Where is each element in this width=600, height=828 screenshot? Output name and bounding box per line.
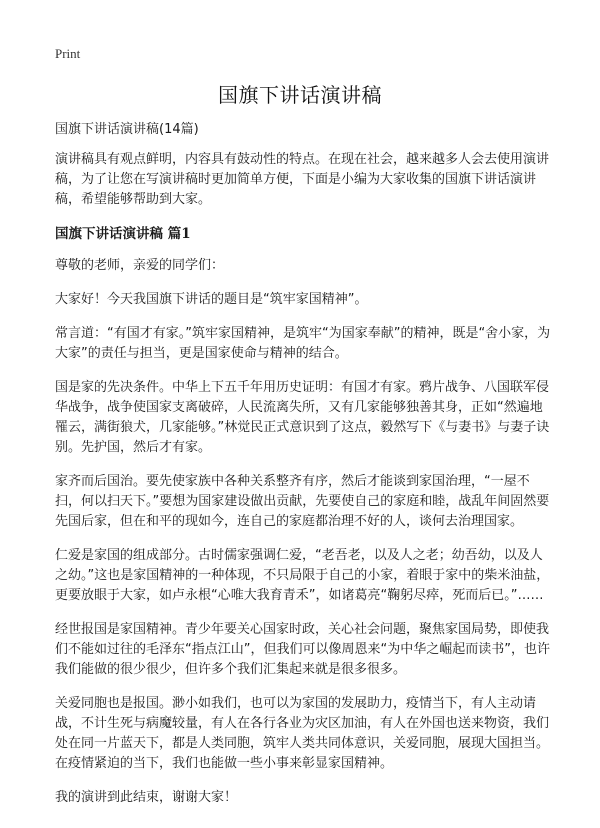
paragraph-3: 家齐而后国治。要先使家族中各种关系整齐有序，然后才能谈到家国治理，“一屋不扫，何以扫天下。”要想为国家建设做出贡献，先要使自己的家庭和睦，战乱年间固然要先国后家，但在和平的现如今，连自己的家庭都治理不好的人，谈何去治理国家。 [55, 474, 550, 529]
paragraph-4: 仁爱是家国的组成部分。古时儒家强调仁爱，“老吾老，以及人之老；幼吾幼，以及人之幼。”这也是家国精神的一种体现，不只局限于自己的小家，着眼于家中的柴米油盐，更要放眼于大家，如卢永根“心唯大我育青禾”，如诸葛亮“鞠躬尽瘁，死而后已。”…… [55, 548, 550, 603]
paragraph-closing: 我的演讲到此结束，谢谢大家！ [55, 790, 238, 805]
document-body [55, 120, 555, 822]
paragraph-opening: 大家好！今天我国旗下讲话的题目是“筑牢家国精神”。 [55, 292, 368, 307]
section-heading: 国旗下讲话演讲稿 篇1 [55, 226, 191, 242]
document-subtitle: 国旗下讲话演讲稿(14篇) [55, 122, 199, 137]
page-title: 国旗下讲话演讲稿 [218, 83, 382, 107]
paragraph-6: 关爱同胞也是报国。渺小如我们，也可以为家国的发展助力，疫情当下，有人主动请战，不计生死与病魔较量，有人在各行各业为灾区加油，有人在外国也送来物资，我们处在同一片蓝天下，都是人类同胞，筑牢人类共同体意识，关爱同胞，展现大国担当。在疫情紧迫的当下，我们也能做一些小事来彰显家国精神。 [55, 696, 550, 771]
paragraph-greeting: 尊敬的老师，亲爱的同学们： [55, 258, 225, 273]
print-label: Print [55, 46, 81, 61]
intro-paragraph: 演讲稿具有观点鲜明，内容具有鼓动性的特点。在现在社会，越来越多人会去使用演讲稿，为了让您在写演讲稿时更加简单方便，下面是小编为大家收集的国旗下讲话演讲稿，希望能够帮助到大家。 [55, 152, 550, 207]
paragraph-1: 常言道：“有国才有家。”筑牢家国精神，是筑牢“为国家奉献”的精神，既是“舍小家，为大家”的责任与担当，更是国家使命与精神的结合。 [55, 326, 551, 361]
paragraph-2: 国是家的先决条件。中华上下五千年用历史证明：有国才有家。鸦片战争、八国联军侵华战争，战争使国家支离破碎，人民流离失所，又有几家能够独善其身，正如“然遍地罹云，满街狼犬，几家能够。”林觉民正式意识到了这点，毅然写下《与妻书》与妻子诀别。先护国，然后才有家。 [55, 380, 550, 455]
paragraph-5: 经世报国是家国精神。青少年要关心国家时政，关心社会问题，聚焦家国局势，即使我们不能如过往的毛泽东“指点江山”，但我们可以像周恩来“为中华之崛起而读书”，也许我们能做的很少很少，但许多个我们汇集起来就是很多很多。 [55, 622, 550, 677]
